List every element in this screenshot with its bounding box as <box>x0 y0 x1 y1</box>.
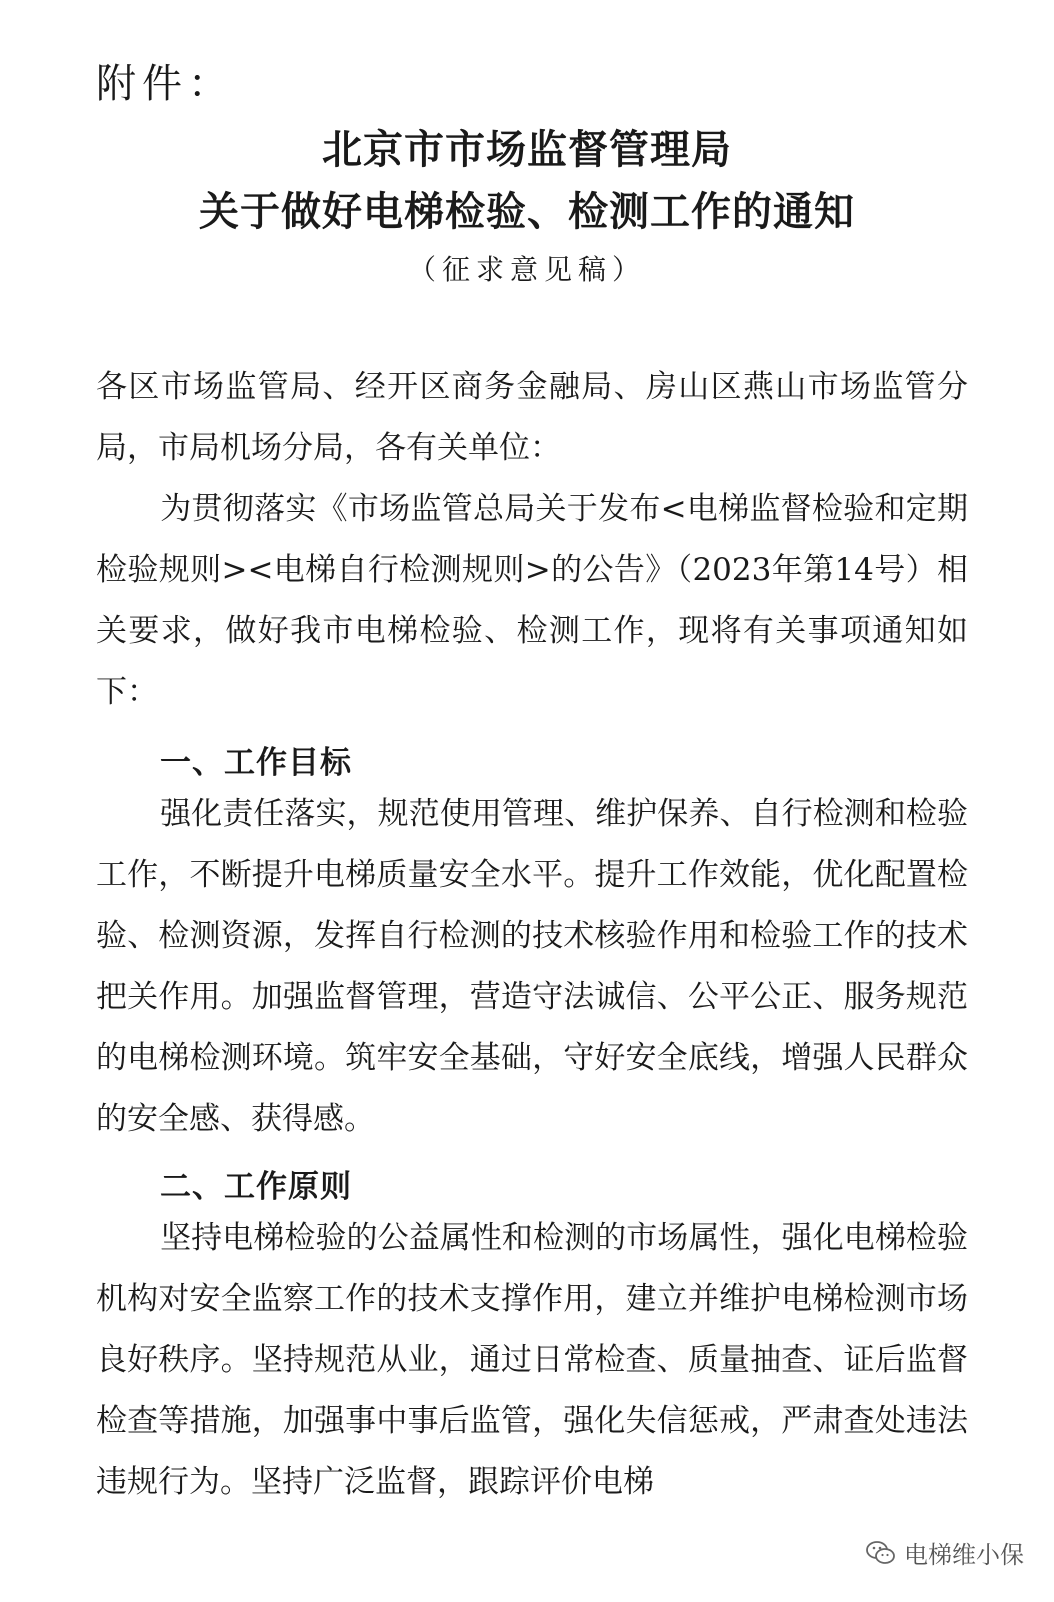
watermark <box>866 1535 1024 1570</box>
wechat-icon <box>866 1540 896 1566</box>
intro-text: 为贯彻落实《市场监管总局关于发布<电梯监督检验和定期检验规则><电梯自行检测规则>的公告》（2023年第14号）相关要求，做好我市电梯检验、检测工作，现将有关事项通知如下： <box>96 491 968 710</box>
section-1-text: 强化责任落实，规范使用管理、维护保养、自行检测和检验工作，不断提升电梯质量安全水平。提升工作效能，优化配置检验、检测资源，发挥自行检测的技术核验作用和检验工作的技术把关作用。加强监督管理，营造守法诚信、公平公正、服务规范的电梯检测环境。筑牢安全基础，守好安全底线，增强人民群众的安全感、获得感。 <box>96 796 968 1137</box>
section-1-heading: 一、工作目标 <box>160 745 352 781</box>
subtitle: （征求意见稿） <box>407 253 646 286</box>
addressee-text: 各区市场监管局、经开区商务金融局、房山区燕山市场监管分局，市局机场分局，各有关单位： <box>96 369 968 466</box>
section-2-heading: 二、工作原则 <box>160 1169 352 1205</box>
addressee-paragraph <box>96 357 968 479</box>
attachment-label: 附件： <box>96 61 234 107</box>
section-2-paragraph <box>96 1208 968 1513</box>
intro-paragraph <box>96 479 968 723</box>
watermark-text: 电梯维小保 <box>904 1541 1024 1569</box>
section-2-text: 坚持电梯检验的公益属性和检测的市场属性，强化电梯检验机构对安全监察工作的技术支撑作用，建立并维护电梯检测市场良好秩序。坚持规范从业，通过日常检查、质量抽查、证后监督检查等措施，加强事中事后监管，强化失信惩戒，严肃查处违法违规行为。坚持广泛监督，跟踪评价电梯 <box>96 1220 968 1500</box>
title-line-1: 北京市市场监督管理局 <box>322 127 732 173</box>
title-line-2: 关于做好电梯检验、检测工作的通知 <box>199 189 855 235</box>
section-1-paragraph <box>96 784 968 1150</box>
